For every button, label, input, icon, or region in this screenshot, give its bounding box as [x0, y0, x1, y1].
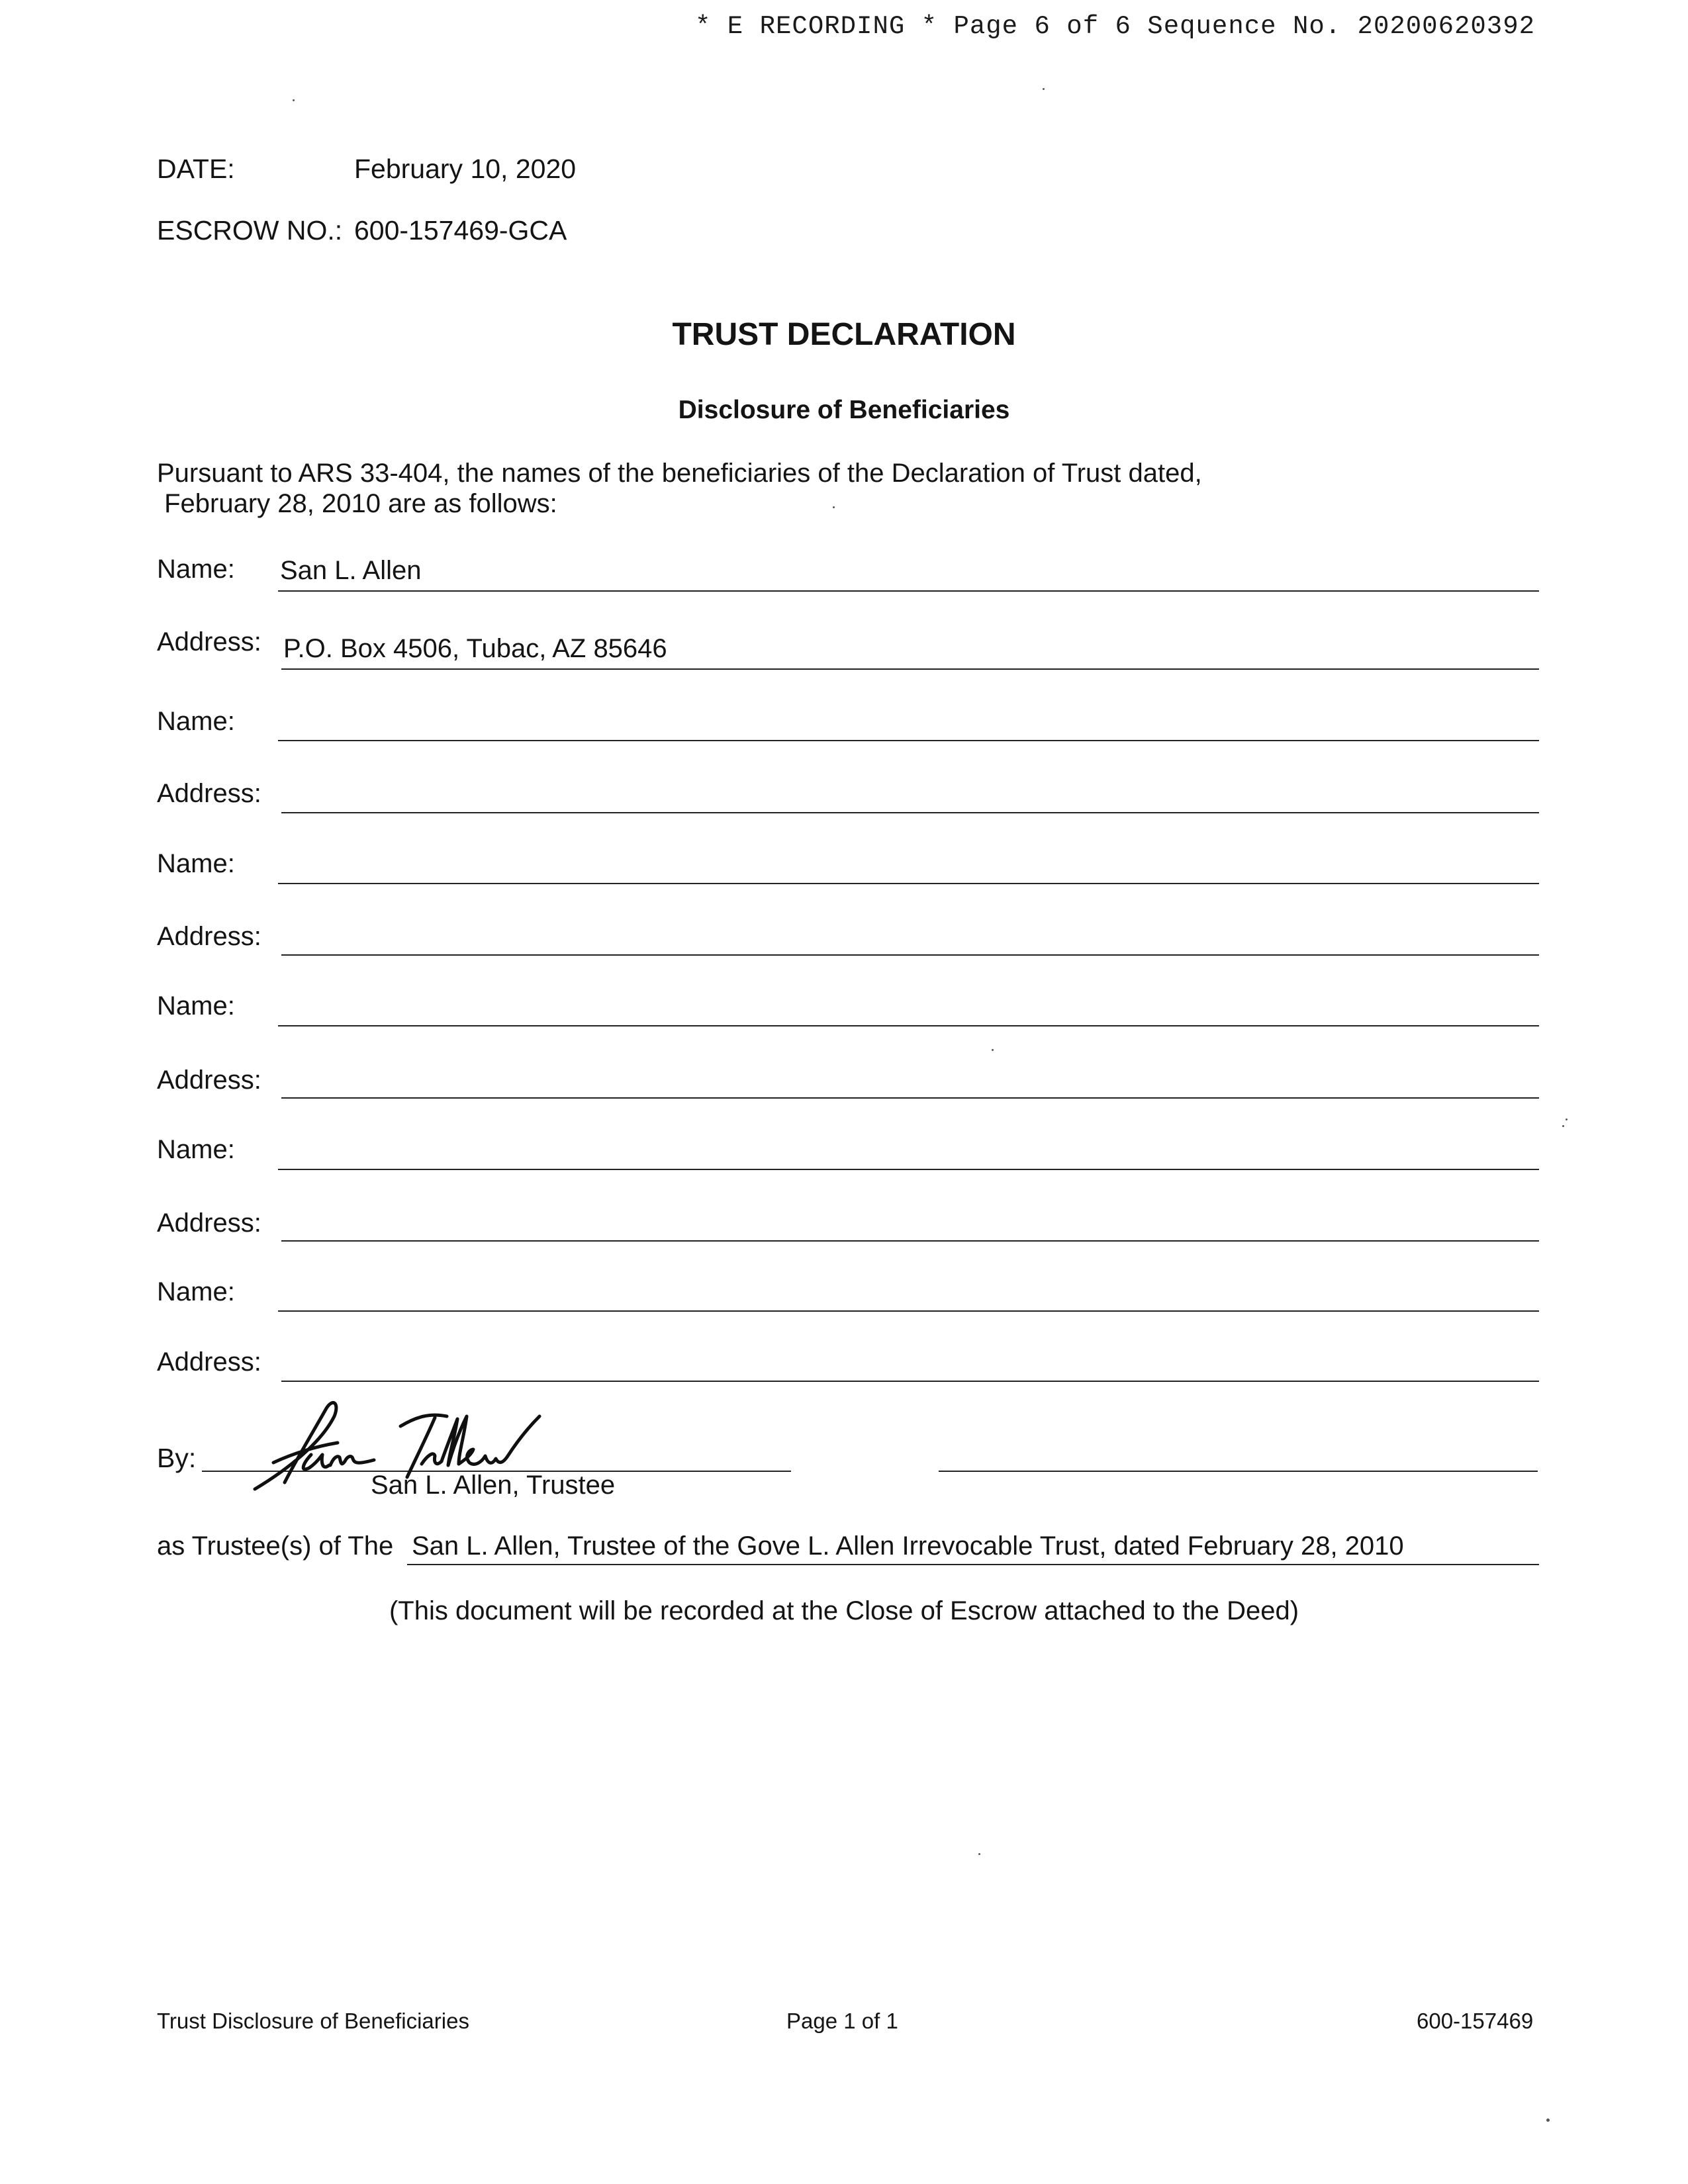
signer-caption: San L. Allen, Trustee: [371, 1471, 616, 1500]
intro-line-2: February 28, 2010 are as follows:: [157, 489, 557, 518]
name-line: [278, 740, 1539, 741]
address-line: [281, 1381, 1539, 1382]
beneficiary-name: San L. Allen: [280, 556, 422, 585]
name-line: [278, 883, 1539, 884]
name-line: [278, 1025, 1539, 1026]
document-title: TRUST DECLARATION: [672, 317, 1016, 352]
recording-header: * E RECORDING * Page 6 of 6 Sequence No. 20200620392: [695, 12, 1535, 41]
escrow-value: 600-157469-GCA: [354, 215, 567, 246]
date-label: DATE:: [157, 154, 235, 184]
trust-name: San L. Allen, Trustee of the Gove L. Allen Irrevocable Trust, dated February 28, 2010: [412, 1531, 1404, 1561]
name-line: [278, 1310, 1539, 1312]
trust-name-line: [407, 1564, 1539, 1565]
scan-speck: [1043, 88, 1045, 90]
address-line: [281, 812, 1539, 813]
beneficiary-address: P.O. Box 4506, Tubac, AZ 85646: [283, 634, 667, 663]
name-label: Name:: [157, 555, 235, 584]
address-label: Address:: [157, 922, 261, 951]
footer-right: 600-157469: [1417, 2009, 1534, 2033]
scan-speck: [833, 506, 835, 508]
trustee-prefix: as Trustee(s) of The: [157, 1531, 394, 1561]
scan-speck: [1546, 2118, 1550, 2122]
name-label: Name:: [157, 991, 235, 1021]
address-label: Address:: [157, 1208, 261, 1238]
address-label: Address:: [157, 1347, 261, 1377]
scan-speck: [978, 1853, 980, 1855]
address-line: [281, 1240, 1539, 1242]
address-line: [281, 954, 1539, 956]
footer-left: Trust Disclosure of Beneficiaries: [157, 2009, 469, 2033]
name-line: [278, 590, 1539, 592]
name-label: Name:: [157, 849, 235, 878]
address-label: Address:: [157, 627, 261, 657]
name-label: Name:: [157, 707, 235, 736]
scan-speck: [992, 1049, 994, 1051]
scan-speck: [1562, 1125, 1564, 1127]
address-label: Address:: [157, 779, 261, 808]
scan-speck: [293, 99, 295, 101]
document-subtitle: Disclosure of Beneficiaries: [678, 396, 1010, 424]
name-label: Name:: [157, 1135, 235, 1164]
name-line: [278, 1169, 1539, 1170]
footer-page: Page 1 of 1: [786, 2009, 898, 2033]
date-value: February 10, 2020: [354, 154, 577, 184]
intro-line-1: Pursuant to ARS 33-404, the names of the beneficiaries of the Declaration of Trust dated,: [157, 459, 1202, 488]
intro-paragraph: [157, 458, 1202, 519]
escrow-label: ESCROW NO.:: [157, 215, 343, 246]
name-label: Name:: [157, 1277, 235, 1306]
second-signature-line: [939, 1471, 1538, 1472]
address-label: Address:: [157, 1066, 261, 1095]
recording-note: (This document will be recorded at the Close of Escrow attached to the Deed): [389, 1596, 1299, 1625]
by-label: By:: [157, 1443, 197, 1473]
scan-speck: [1566, 1118, 1568, 1120]
address-line: [281, 668, 1539, 670]
address-line: [281, 1097, 1539, 1099]
